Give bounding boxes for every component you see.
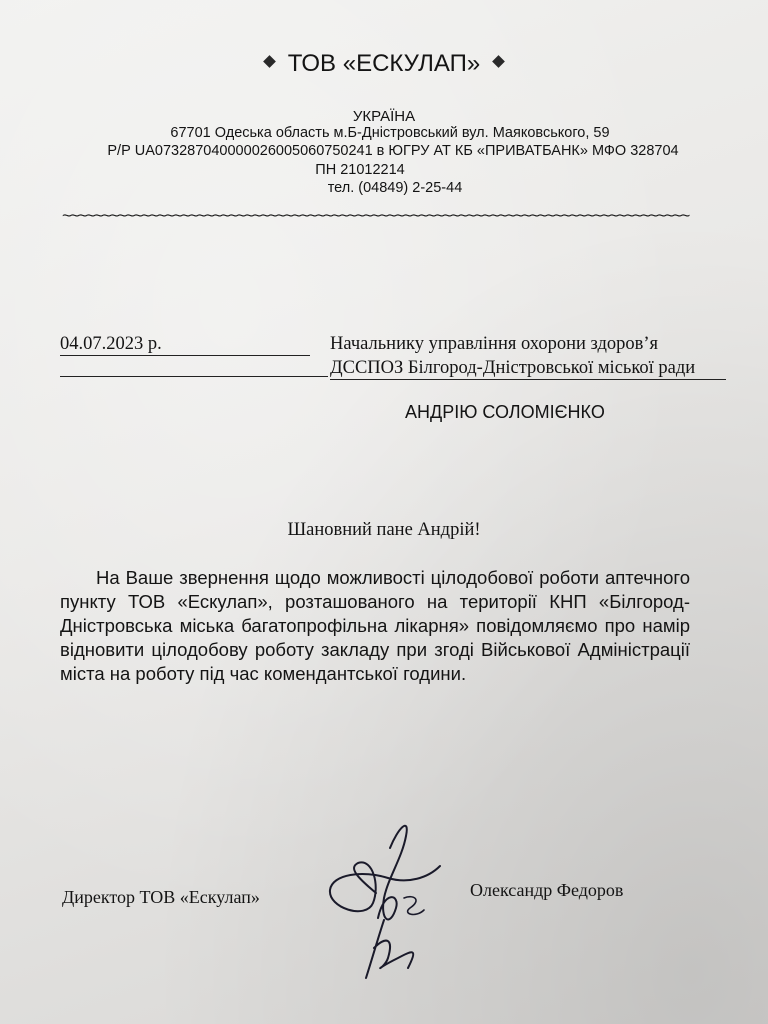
date-underline [60,376,328,377]
company-name: ТОВ «ЕСКУЛАП» [287,50,481,77]
diamond-right-icon [492,55,505,68]
recipient-name: АНДРІЮ СОЛОМІЄНКО [405,402,605,422]
greeting: Шановний пане Андрій! [287,520,481,540]
bank-details: Р/Р UA073287040000026005060750241 в ЮГРУ АТ КБ «ПРИВАТБАНК» МФО 328704 [107,143,679,159]
country: УКРАЇНА [352,108,416,125]
phone: тел. (04849) 2-25-44 [327,180,463,196]
letter-date: 04.07.2023 р. [60,334,310,356]
handwritten-signature [318,808,448,983]
diamond-left-icon [263,55,276,68]
company-header [0,50,768,78]
body-paragraph: На Ваше звернення щодо можливості цілодобової роботи аптечного пункту ТОВ «Ескулап», розташованого на території КНП «Білгород-Дністровська міська багатопрофільна лікарня» повідомляємо про намір відновити цілодобову роботу закладу при згоді Військової Адміністрації міста на роботу під час комендантської години. [60,567,690,684]
address: 67701 Одеська область м.Б-Дністровський вул. Маяковського, 59 [170,125,610,141]
header-separator: ~~~~~~~~~~~~~~~~~~~~~~~~~~~~~~~~~~~~~~~~~~~~~~~~~~~~~~~~~~~~~~~~~~~~~~~~~~~~~~~ [62,206,689,225]
signatory-title: Директор ТОВ «Ескулап» [62,887,260,907]
signatory-name: Олександр Федоров [470,880,624,900]
letter-body [60,566,690,686]
recipient-line-1: Начальнику управління охорони здоров’я [330,334,659,354]
recipient-line-2: ДССПОЗ Білгород-Дністровської міської ради [330,358,726,380]
tax-id: ПН 21012214 [315,162,405,178]
